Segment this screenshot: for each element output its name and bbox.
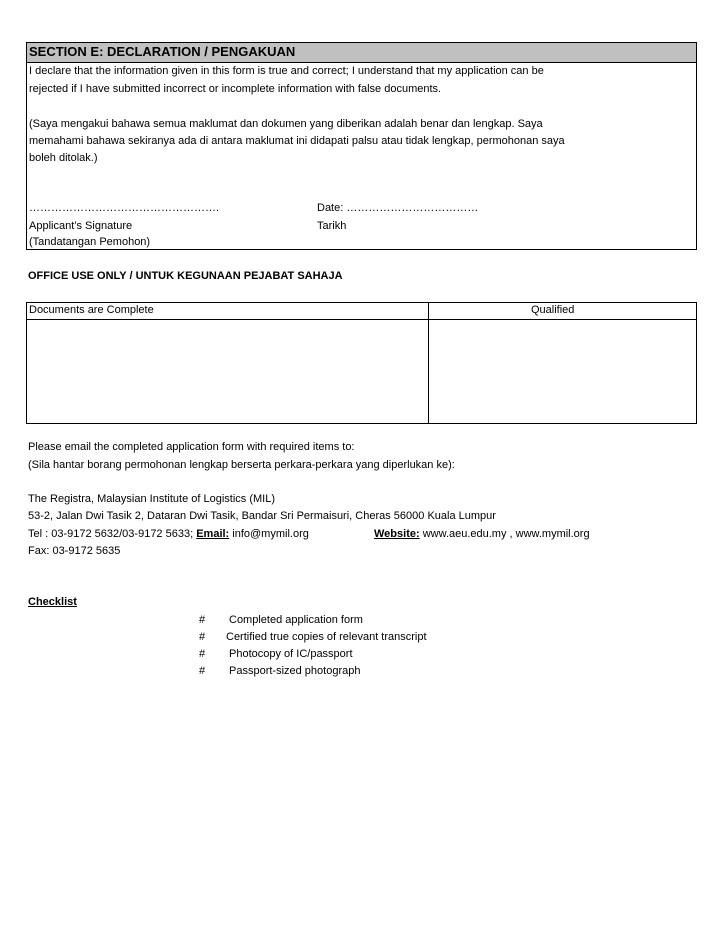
declaration-ms-line1: (Saya mengakui bahawa semua maklumat dan dokumen yang diberikan adalah benar dan lengkap. Saya xyxy=(29,118,543,130)
declaration-ms-line2: memahami bahawa sekiranya ada di antara maklumat ini didapati palsu atau tidak lengkap, permohonan saya xyxy=(29,135,565,147)
fax-line: Fax: 03-9172 5635 xyxy=(28,545,121,557)
date-field[interactable]: Date: ……………………………… xyxy=(317,202,479,214)
qualified-header: Qualified xyxy=(531,304,575,316)
email-link[interactable]: info@mymil.org xyxy=(229,528,309,540)
office-use-table xyxy=(26,302,697,424)
checklist-item-text: Certified true copies of relevant transcript xyxy=(226,631,427,643)
checklist-item-text: Completed application form xyxy=(229,614,363,626)
documents-complete-header: Documents are Complete xyxy=(29,304,154,316)
checklist-heading: Checklist xyxy=(28,596,77,608)
qualified-cell[interactable] xyxy=(429,320,696,423)
telephone-text: Tel : 03-9172 5632/03-9172 5633; xyxy=(28,528,197,540)
tel-email-line xyxy=(28,528,309,540)
office-table-header-row xyxy=(27,303,696,320)
website-label: Website: xyxy=(374,528,420,540)
checklist-item-text: Photocopy of IC/passport xyxy=(229,648,353,660)
section-title: SECTION E: DECLARATION / PENGAKUAN xyxy=(29,44,296,59)
checklist-bullet: # xyxy=(199,631,206,643)
organization-address: 53-2, Jalan Dwi Tasik 2, Dataran Dwi Tasik, Bandar Sri Permaisuri, Cheras 56000 Kuala Lumpur xyxy=(28,510,496,522)
organization-name: The Registra, Malaysian Institute of Logistics (MIL) xyxy=(28,493,275,505)
checklist-bullet: # xyxy=(199,665,206,677)
declaration-section xyxy=(26,42,697,250)
checklist-bullet: # xyxy=(199,614,206,626)
website-line xyxy=(374,528,590,540)
date-label-ms: Tarikh xyxy=(317,220,347,232)
checklist-item-text: Passport-sized photograph xyxy=(229,665,361,677)
signature-line[interactable]: ……………………………………………. xyxy=(29,202,220,214)
signature-label-ms: (Tandatangan Pemohon) xyxy=(29,236,151,248)
office-use-heading: OFFICE USE ONLY / UNTUK KEGUNAAN PEJABAT SAHAJA xyxy=(28,270,343,282)
email-instruction-en: Please email the completed application form with required items to: xyxy=(28,441,355,453)
declaration-ms-line3: boleh ditolak.) xyxy=(29,152,98,164)
declaration-en-line2: rejected if I have submitted incorrect or incomplete information with false documents. xyxy=(29,83,442,95)
email-label: Email: xyxy=(196,528,230,540)
section-header-bar xyxy=(27,43,696,63)
checklist-bullet: # xyxy=(199,648,206,660)
website-link[interactable]: www.aeu.edu.my , www.mymil.org xyxy=(419,528,590,540)
declaration-en-line1: I declare that the information given in this form is true and correct; I understand that my application can be xyxy=(29,65,544,77)
signature-label: Applicant’s Signature xyxy=(29,220,133,232)
email-instruction-ms: (Sila hantar borang permohonan lengkap berserta perkara-perkara yang diperlukan ke): xyxy=(28,459,455,471)
documents-complete-cell[interactable] xyxy=(27,320,428,423)
